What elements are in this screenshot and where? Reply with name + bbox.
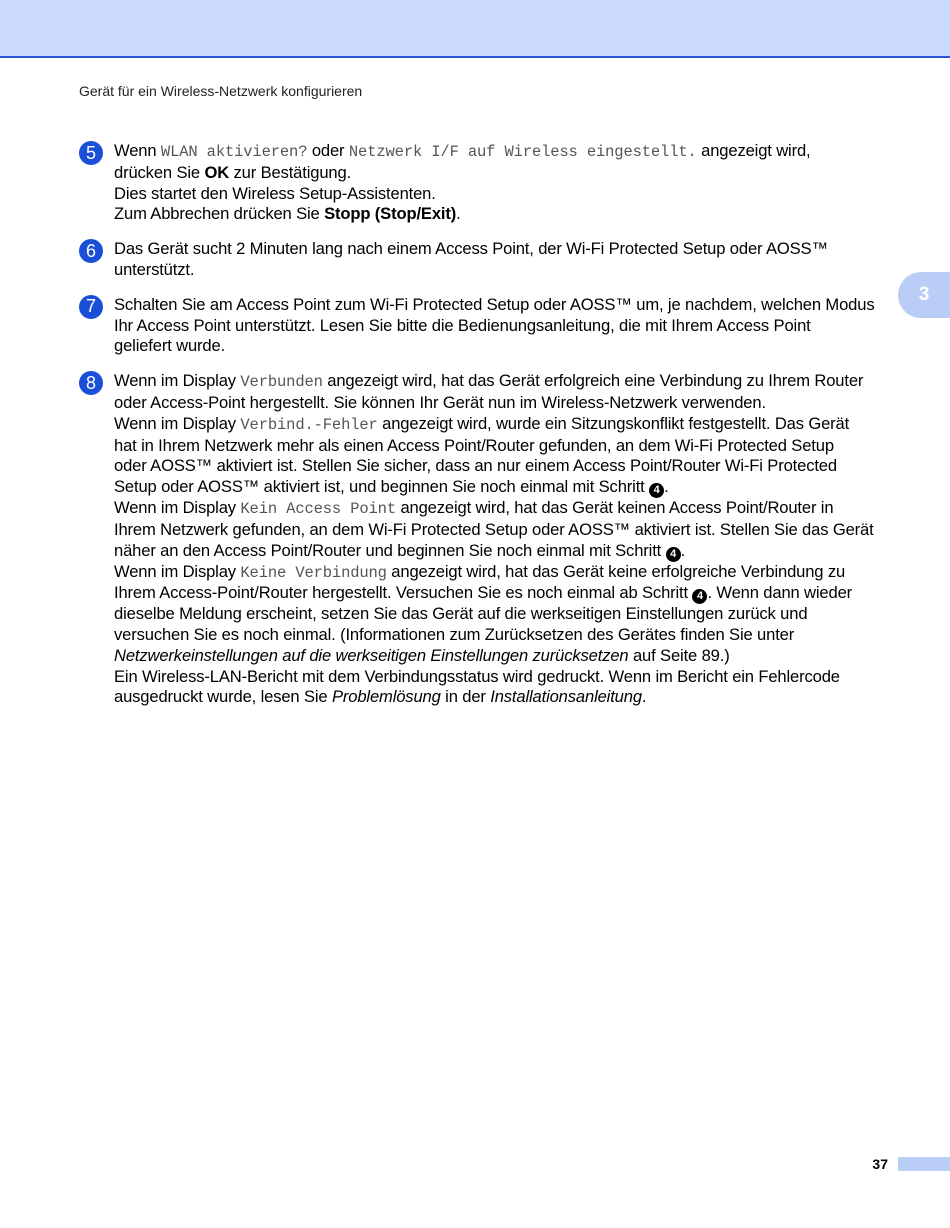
lcd-message: Kein Access Point bbox=[240, 500, 396, 519]
lcd-message: Verbind.-Fehler bbox=[240, 415, 378, 434]
page-bar bbox=[898, 1157, 950, 1171]
text-line: Ihrem Access-Point/Router hergestellt. Versuchen Sie es noch einmal ab Schritt 4 . Wenn dann wieder bbox=[114, 583, 853, 603]
text-line: Wenn im Display Keine Verbindung angezeigt wird, hat das Gerät keine erfolgreiche Verbindung zu bbox=[114, 561, 846, 582]
step-8 bbox=[79, 371, 891, 708]
text-line: Ein Wireless-LAN-Bericht mit dem Verbindungsstatus wird gedruckt. Wenn im Bericht ein Fehlercode bbox=[114, 666, 840, 686]
text-line: Wenn im Display Kein Access Point angezeigt wird, hat das Gerät keinen Access Point/Router in bbox=[114, 498, 834, 519]
step-number-icon: 7 bbox=[79, 295, 103, 319]
step-reference-icon: 4 bbox=[666, 547, 681, 562]
lcd-message: Verbunden bbox=[240, 373, 323, 392]
text-line: Setup oder AOSS™ aktiviert ist, und beginnen Sie noch einmal mit Schritt 4 . bbox=[114, 477, 669, 497]
text-line: oder Access-Point hergestellt. Sie können Ihr Gerät nun im Wireless-Netzwerk verwenden. bbox=[114, 392, 766, 412]
text-line: oder AOSS™ aktiviert ist. Stellen Sie sicher, dass an nur einem Access Point/Router Wi-Fi Protected bbox=[114, 456, 837, 476]
step-6 bbox=[79, 239, 891, 281]
lcd-message: Keine Verbindung bbox=[240, 563, 387, 582]
text-line: ausgedruckt wurde, lesen Sie Problemlösung in der Installationsanleitung. bbox=[114, 687, 647, 707]
step-number-icon: 8 bbox=[79, 371, 103, 395]
lcd-message: WLAN aktivieren? bbox=[160, 143, 308, 161]
step-number-icon: 5 bbox=[79, 141, 103, 165]
section-reference: Netzwerkeinstellungen auf die werkseitigen Einstellungen zurücksetzen bbox=[114, 645, 629, 665]
running-header: Gerät für ein Wireless-Netzwerk konfigurieren bbox=[79, 83, 363, 99]
section-reference: Problemlösung bbox=[331, 687, 441, 707]
text-line: Ihrem Netzwerk gefunden, an dem Wi-Fi Protected Setup oder AOSS™ aktiviert ist. Stellen Sie das Gerät bbox=[114, 519, 874, 539]
text-line: näher an den Access Point/Router und beginnen Sie noch einmal mit Schritt 4 . bbox=[114, 540, 686, 560]
text-line: geliefert wurde. bbox=[114, 336, 226, 356]
key-label: Stopp (Stop/Exit) bbox=[324, 204, 457, 224]
page-number: 37 bbox=[872, 1156, 888, 1172]
text-line: versuchen Sie es noch einmal. (Informationen zum Zurücksetzen des Gerätes finden Sie unter bbox=[114, 625, 795, 645]
text-line: Ihr Access Point unterstützt. Lesen Sie bitte die Bedienungsanleitung, die mit Ihrem Access Point bbox=[114, 315, 811, 335]
text-line: hat in Ihrem Netzwerk mehr als einen Access Point/Router gefunden, an dem Wi-Fi Protected Setup bbox=[114, 435, 834, 455]
step-5 bbox=[79, 141, 891, 225]
text-line: Zum Abbrechen drücken Sie Stopp (Stop/Exit). bbox=[114, 204, 461, 224]
step-number-icon: 6 bbox=[79, 239, 103, 263]
text-line: Dies startet den Wireless Setup-Assistenten. bbox=[114, 183, 436, 203]
document-reference: Installationsanleitung bbox=[490, 687, 642, 707]
text-line: Wenn WLAN aktivieren? oder Netzwerk I/F auf Wireless eingestellt. angezeigt wird, bbox=[114, 141, 811, 161]
key-label: OK bbox=[204, 162, 230, 182]
text-line: unterstützt. bbox=[114, 259, 195, 279]
content bbox=[79, 141, 891, 722]
lcd-message: Netzwerk I/F auf Wireless eingestellt. bbox=[348, 143, 697, 161]
text-line: Das Gerät sucht 2 Minuten lang nach einem Access Point, der Wi-Fi Protected Setup oder AOSS™ bbox=[114, 239, 828, 259]
step-reference-icon: 4 bbox=[649, 483, 664, 498]
step-reference-icon: 4 bbox=[692, 589, 707, 604]
text-line: Netzwerkeinstellungen auf die werkseitigen Einstellungen zurücksetzen auf Seite 89.) bbox=[114, 645, 730, 665]
text-line: Wenn im Display Verbind.-Fehler angezeigt wird, wurde ein Sitzungskonflikt festgestellt. Das Gerät bbox=[114, 413, 850, 434]
top-band bbox=[0, 0, 950, 58]
text-line: Schalten Sie am Access Point zum Wi-Fi Protected Setup oder AOSS™ um, je nachdem, welchen Modus bbox=[114, 294, 875, 314]
step-7 bbox=[79, 295, 891, 357]
chapter-tab: 3 bbox=[898, 272, 950, 318]
text-line: drücken Sie OK zur Bestätigung. bbox=[114, 162, 352, 182]
text-line: dieselbe Meldung erscheint, setzen Sie das Gerät auf die werkseitigen Einstellungen zurück und bbox=[114, 604, 808, 624]
text-line: Wenn im Display Verbunden angezeigt wird, hat das Gerät erfolgreich eine Verbindung zu Ihrem Router bbox=[114, 371, 864, 392]
